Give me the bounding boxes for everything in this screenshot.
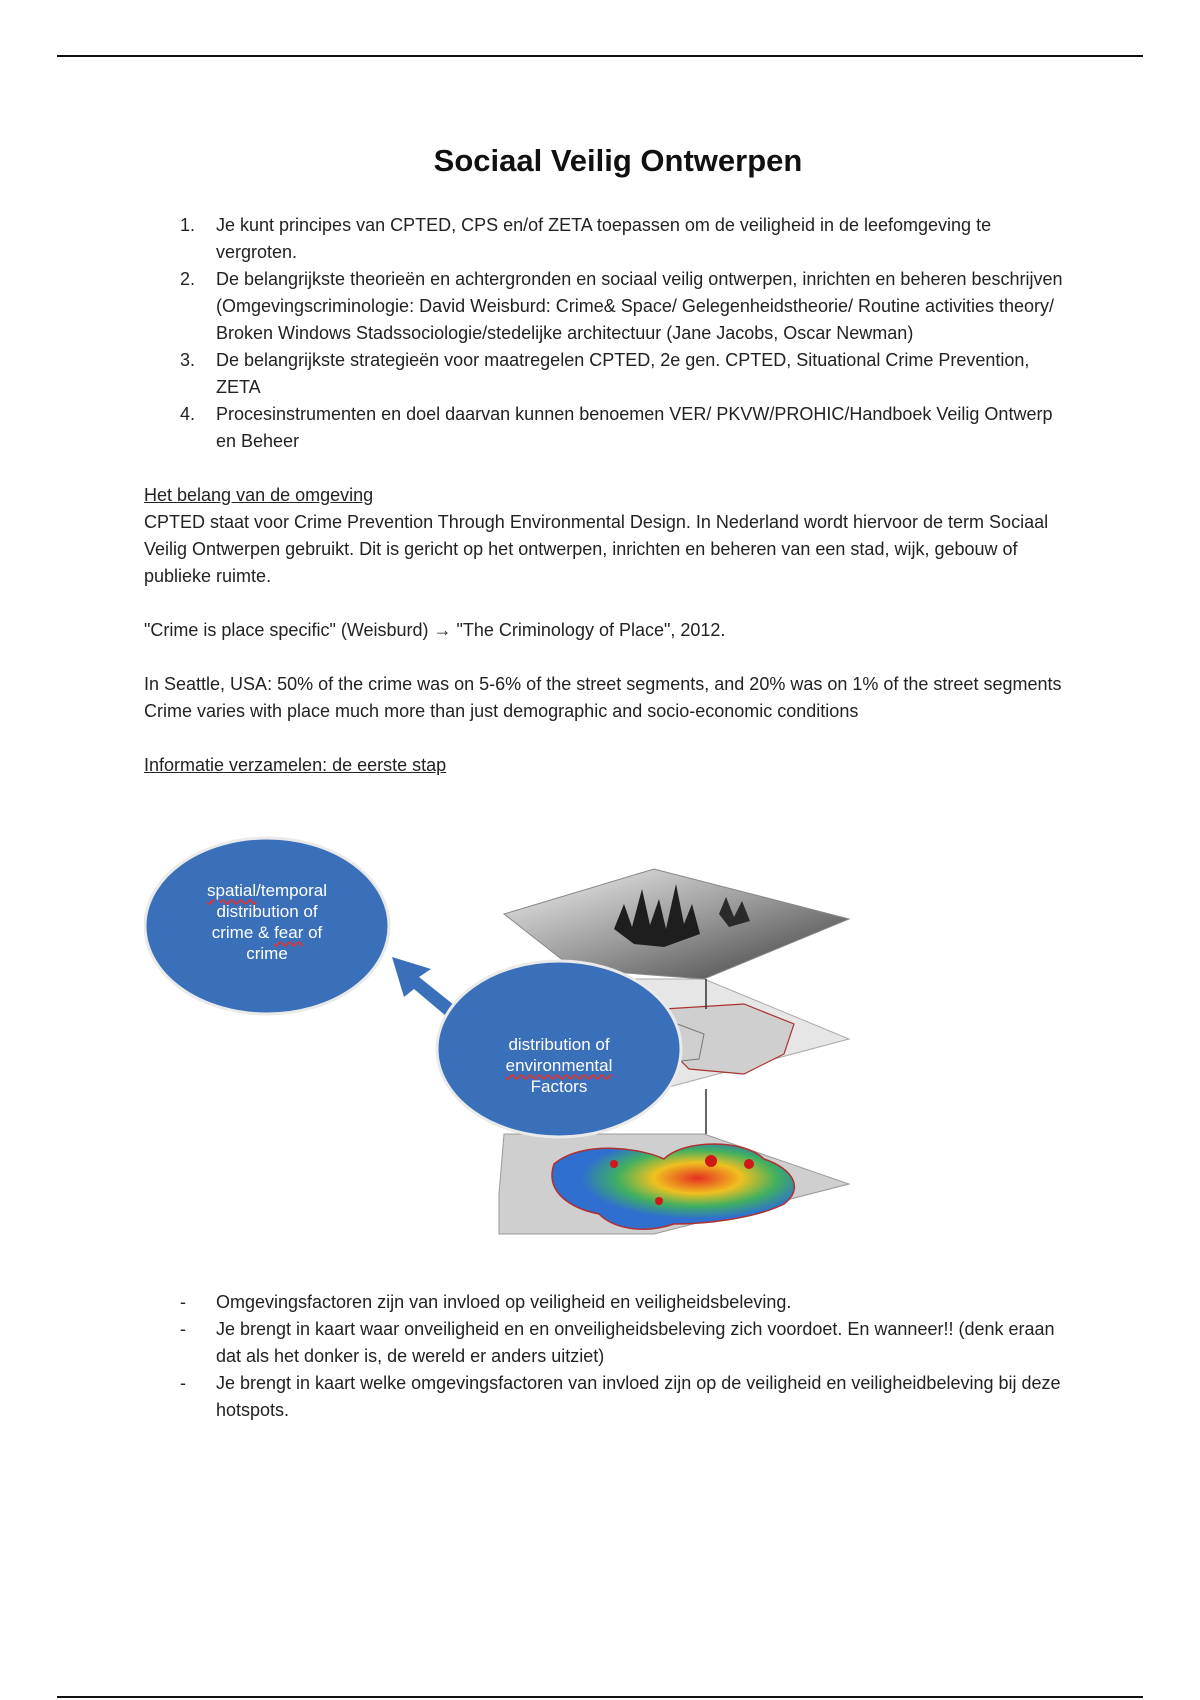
objective-item [144,401,1064,455]
objective-number: 4. [180,404,196,424]
crime-varies-statement: Crime varies with place much more than just demographic and socio-economic conditions [144,701,859,721]
objective-text: Procesinstrumenten en doel daarvan kunnen benoemen VER/ PKVW/PROHIC/Handboek Veilig Ontwerp en Beheer [216,404,1053,451]
objective-item [144,266,1064,347]
dash-marker: - [180,1373,186,1393]
bullet-item [144,1316,1064,1370]
objective-text: De belangrijkste theorieën en achtergronden en sociaal veilig ontwerpen, inrichten en beheren beschrijven (Omgevingscriminologie: David Weisburd: Crime& Space/ Gelegenheidstheorie/ Routine activities theory/ Broken Windows Stadssociologie/stedelijke architectuur (Jane Jacobs, Oscar Newman) [216,269,1063,343]
bubble2-text: Factors [530,1077,588,1096]
layered-map-figure [144,829,864,1259]
objective-number: 1. [180,215,196,235]
document-body [144,212,1064,1424]
heatmap-layer [499,1134,849,1234]
learning-objectives-list [144,212,1064,455]
section-heading-informatie: Informatie verzamelen: de eerste stap [144,755,447,775]
objective-item [144,347,1064,401]
bullet-text: Je brengt in kaart welke omgevingsfactoren van invloed zijn op de veiligheid en veiligheidbeleving bij deze hotspots. [216,1373,1061,1420]
page-title: Sociaal Veilig Ontwerpen [433,143,803,178]
bullet-list [144,1289,1064,1424]
footer-rule [57,1696,1143,1698]
bubble2-text: environmental [505,1056,613,1075]
bubble1-text: /temporal [256,881,327,900]
bubble1-text: of [303,923,323,942]
header-rule [57,55,1143,57]
bubble1-text: crime & [211,923,275,942]
cpted-intro-paragraph: CPTED staat voor Crime Prevention Through Environmental Design. In Nederland wordt hiervoor de term Sociaal Veilig Ontwerpen gebruikt. Dit is gericht op het ontwerpen, inrichten en beheren van een stad, wijk, gebouw of publieke ruimte. [144,512,1049,586]
bubble1-text: spatial [206,881,257,900]
bullet-text: Omgevingsfactoren zijn van invloed op veiligheid en veiligheidsbeleving. [216,1292,792,1312]
section-heading-omgeving: Het belang van de omgeving [144,485,374,505]
objective-number: 3. [180,350,196,370]
bubble2-text: distribution of [508,1035,610,1054]
bullet-item [144,1289,1064,1316]
objective-item [144,212,1064,266]
crime-distribution-label [192,880,342,964]
bubble1-text: distribution of [216,902,318,921]
objective-text: De belangrijkste strategieën voor maatregelen CPTED, 2e gen. CPTED, Situational Crime Prevention, ZETA [216,350,1030,397]
objective-number: 2. [180,269,196,289]
objective-text: Je kunt principes van CPTED, CPS en/of ZETA toepassen om de veiligheid in de leefomgeving te vergroten. [216,215,992,262]
bullet-item [144,1370,1064,1424]
bullet-text: Je brengt in kaart waar onveiligheid en en onveiligheidsbeleving zich voordoet. En wanneer!! (denk eraan dat als het donker is, de wereld er anders uitziet) [216,1319,1055,1366]
weisburd-quote: "Crime is place specific" (Weisburd) → "The Criminology of Place", 2012. [144,620,726,640]
dash-marker: - [180,1319,186,1339]
seattle-statistic: In Seattle, USA: 50% of the crime was on 5-6% of the street segments, and 20% was on 1% of the street segments [144,674,1062,694]
environmental-factors-label [484,1034,634,1097]
bubble1-text: crime [246,944,288,963]
bubble1-text: fear [274,923,304,942]
dash-marker: - [180,1292,186,1312]
